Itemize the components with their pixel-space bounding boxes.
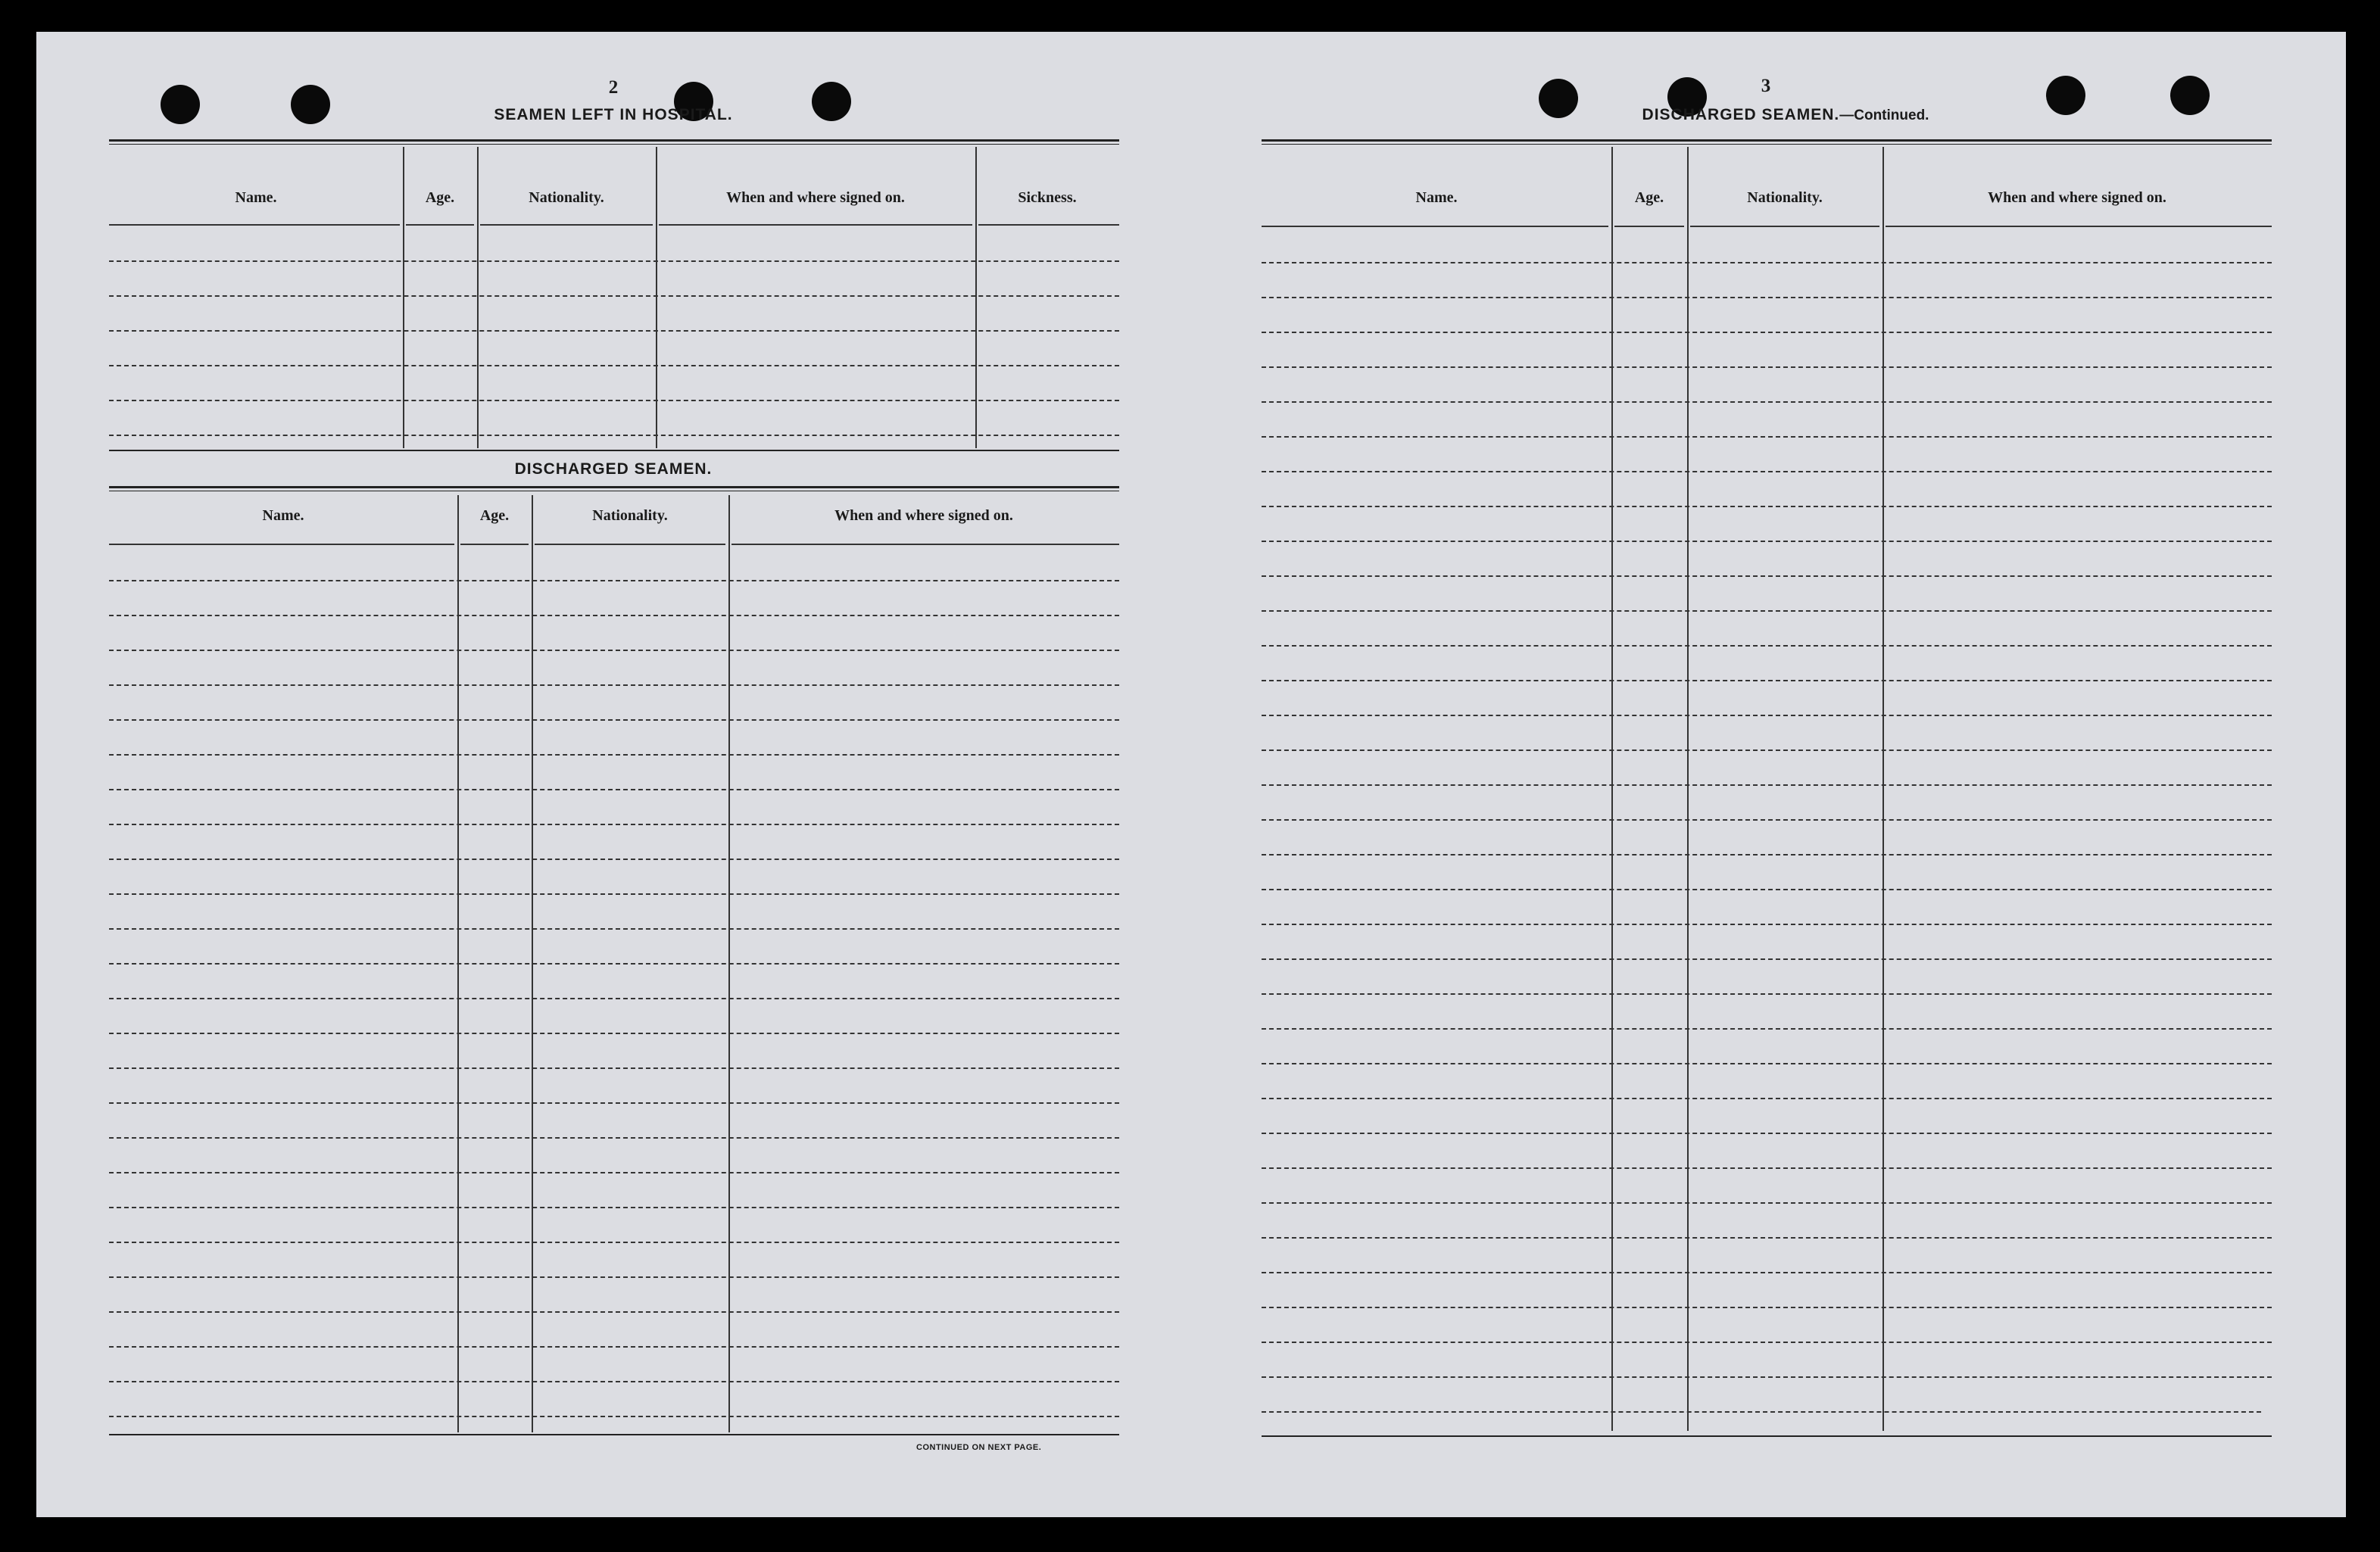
entry-line [1262,1237,2272,1239]
column-header-signed-on: When and where signed on. [834,507,1013,524]
entry-line [109,754,1119,756]
hospital-table [109,147,1119,450]
hospital-bottom-rule [109,450,1119,451]
entry-line [1262,1307,2272,1308]
entry-line [109,963,1119,965]
page-number: 3 [1761,76,1771,96]
entry-line [109,1381,1119,1382]
entry-line [1262,471,2272,472]
entry-line [1262,297,2272,298]
entry-line [109,1311,1119,1313]
header-underline [731,544,1119,545]
column-header-nationality: Nationality. [529,189,604,206]
entry-line [1262,436,2272,438]
entry-line [109,365,1119,366]
entry-line [109,435,1119,436]
entry-line [109,998,1119,999]
entry-line [109,824,1119,825]
entry-line [1262,924,2272,925]
header-underline [1262,226,1608,227]
document-paper [36,32,2346,1517]
entry-line [1262,854,2272,855]
entry-line [109,1242,1119,1243]
entry-line [1262,680,2272,681]
entry-line [1262,715,2272,716]
entry-line [109,260,1119,262]
page-number: 2 [608,77,619,98]
entry-line [109,859,1119,860]
entry-line [1262,262,2272,263]
entry-line [109,1346,1119,1348]
column-header-age: Age. [1634,189,1664,206]
hospital-section-title: SEAMEN LEFT IN HOSPITAL. [494,106,733,123]
entry-line [109,719,1119,721]
entry-line [1262,1063,2272,1064]
entry-line [1262,819,2272,821]
entry-line [109,684,1119,686]
entry-line [1262,889,2272,890]
entry-line [1262,993,2272,995]
column-header-signed-on: When and where signed on. [726,189,905,206]
entry-line [109,650,1119,651]
entry-line [1262,541,2272,542]
entry-line [1262,784,2272,786]
entry-line [109,1172,1119,1173]
right-bottom-rule [1262,1435,2272,1437]
column-header-age: Age. [479,507,510,524]
continued-footer: CONTINUED ON NEXT PAGE. [916,1443,1042,1452]
column-divider [403,147,404,448]
entry-line [1262,1098,2272,1099]
entry-line [1262,1411,2261,1413]
discharged-continued-title [1521,106,2051,124]
column-header-signed-on: When and where signed on. [1988,189,2166,206]
header-underline [535,544,725,545]
entry-line [1262,958,2272,960]
column-header-nationality: Nationality. [592,507,668,524]
header-underline [109,544,454,545]
entry-line [109,1137,1119,1139]
entry-line [1262,1376,2272,1378]
entry-line [109,400,1119,401]
entry-line [109,615,1119,616]
entry-line [1262,366,2272,368]
column-header-name: Name. [235,189,277,206]
discharged-table [109,495,1119,1408]
entry-line [1262,750,2272,751]
entry-line [1262,1028,2272,1030]
entry-line [1262,1342,2272,1343]
discharged-continued-table [1262,147,2272,1434]
header-underline [978,224,1119,226]
entry-line [1262,506,2272,507]
discharged-bottom-rule [109,1434,1119,1435]
entry-line [1262,332,2272,333]
entry-line [1262,1133,2272,1134]
entry-line [1262,1272,2272,1273]
entry-line [109,1207,1119,1208]
discharged-section-title: DISCHARGED SEAMEN. [514,460,713,478]
entry-line [109,330,1119,332]
title-suffix: —Continued. [1839,108,1929,123]
header-underline [460,544,529,545]
entry-line [1262,645,2272,647]
entry-line [109,1067,1119,1069]
right-top-rule [1262,139,2272,145]
column-divider [975,147,977,448]
column-header-age: Age. [425,189,455,206]
hospital-top-rule [109,139,1119,145]
discharged-top-rule [109,486,1119,491]
entry-line [109,295,1119,297]
entry-line [109,893,1119,895]
entry-line [1262,610,2272,612]
column-divider [656,147,657,448]
entry-line [109,1102,1119,1104]
entry-line [1262,1202,2272,1204]
header-underline [659,224,972,226]
header-underline [109,224,400,226]
header-underline [1886,226,2272,227]
entry-line [109,1276,1119,1278]
header-underline [406,224,474,226]
entry-line [109,789,1119,790]
entry-line [109,1033,1119,1034]
title-main: DISCHARGED SEAMEN. [1642,106,1840,123]
header-underline [1614,226,1684,227]
right-page [1172,32,2346,1517]
column-divider [477,147,479,448]
entry-line [1262,401,2272,403]
column-header-name: Name. [262,507,304,524]
column-header-nationality: Nationality. [1747,189,1823,206]
entry-line [1262,1167,2272,1169]
entry-line [109,928,1119,930]
entry-line [1262,575,2272,577]
header-underline [1690,226,1879,227]
left-page [36,32,1172,1517]
column-header-name: Name. [1415,189,1458,206]
entry-line [109,580,1119,581]
entry-line [109,1416,1119,1417]
column-header-sickness: Sickness. [1018,189,1077,206]
header-underline [480,224,653,226]
